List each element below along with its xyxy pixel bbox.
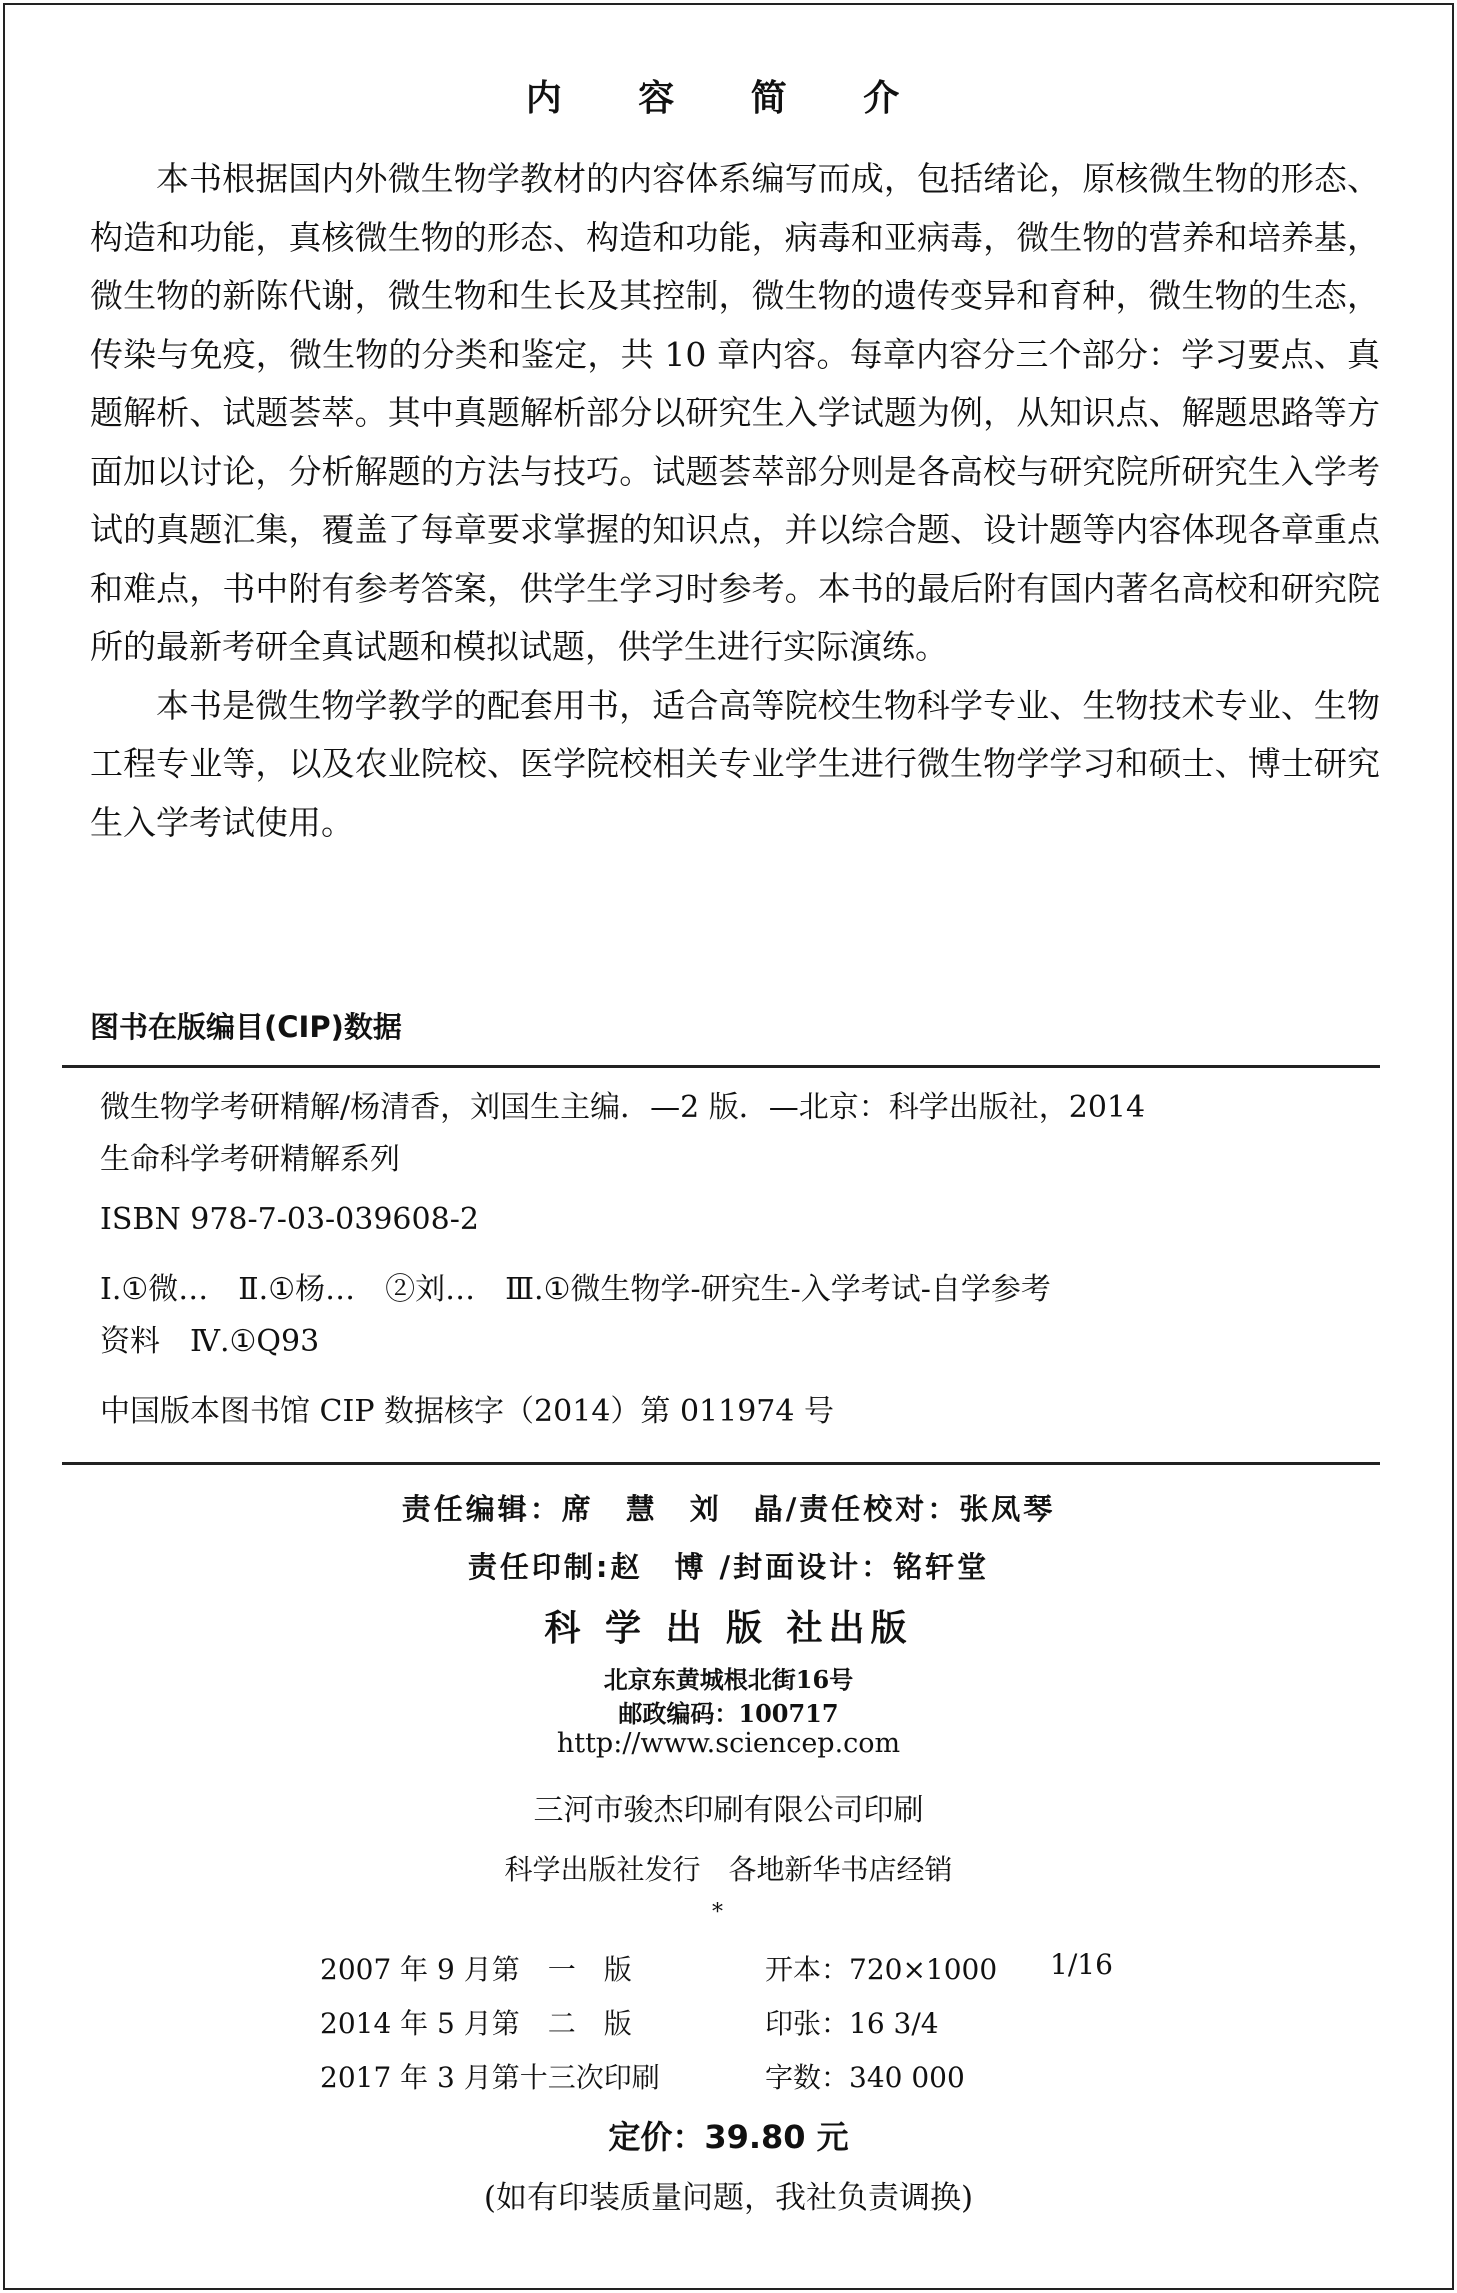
cip-classification-line-2: 资料 Ⅳ.①Q93 bbox=[100, 1324, 320, 1359]
production-credits: 责任印制:赵 博 /封面设计：铭轩堂 bbox=[467, 1550, 990, 1584]
distribution-line: 科学出版社发行 各地新华书店经销 bbox=[504, 1853, 953, 1886]
cip-bibliographic-line: 微生物学考研精解/杨清香，刘国生主编．—2 版．—北京：科学出版社，2014 bbox=[100, 1090, 1146, 1125]
price: 定价：39.80 元 bbox=[608, 2118, 849, 2156]
star-divider: * bbox=[712, 1900, 723, 1925]
edition-row bbox=[320, 2056, 1220, 2110]
edition-table bbox=[320, 1948, 1220, 2110]
edition-row bbox=[320, 1948, 1220, 2002]
publisher-name: 科 学 出 版 社出版 bbox=[544, 1607, 913, 1649]
intro-paragraph-2: 本书是微生物学教学的配套用书，适合高等院校生物科学专业、生物技术专业、生物工程专业等，以及农业院校、医学院校相关专业学生进行微生物学学习和硕士、博士研究生入学考试使用。 bbox=[90, 685, 1380, 842]
edition-date: 2017 年 3 月第十三次印刷 bbox=[320, 2061, 660, 2094]
edition-date: 2014 年 5 月第 二 版 bbox=[320, 2007, 632, 2040]
cip-heading: 图书在版编目(CIP)数据 bbox=[90, 1010, 402, 1044]
cip-series-line: 生命科学考研精解系列 bbox=[100, 1142, 400, 1177]
edition-date: 2007 年 9 月第 一 版 bbox=[320, 1953, 632, 1986]
edition-row bbox=[320, 2002, 1220, 2056]
cip-classification-line-1: Ⅰ.①微… Ⅱ.①杨… ②刘… Ⅲ.①微生物学-研究生-入学考试-自学参考 bbox=[100, 1272, 1051, 1307]
edition-spec: 字数：340 000 bbox=[765, 2061, 965, 2094]
cip-block bbox=[100, 1082, 1380, 1438]
edition-spec: 印张：16 3/4 bbox=[765, 2007, 939, 2040]
publisher-address: 北京东黄城根北街16号 bbox=[603, 1665, 854, 1694]
publisher-url: http://www.sciencep.com bbox=[556, 1728, 901, 1759]
edition-extra: 1/16 bbox=[1050, 1948, 1113, 1981]
cip-record-number: 中国版本图书馆 CIP 数据核字（2014）第 011974 号 bbox=[100, 1394, 835, 1429]
cip-bottom-rule bbox=[62, 1462, 1380, 1465]
publisher-postcode: 邮政编码：100717 bbox=[618, 1699, 839, 1728]
cip-isbn: ISBN 978-7-03-039608-2 bbox=[100, 1202, 479, 1237]
intro-section bbox=[90, 150, 1380, 852]
intro-title: 内 容 简 介 bbox=[525, 78, 932, 119]
intro-paragraph-1: 本书根据国内外微生物学教材的内容体系编写而成，包括绪论，原核微生物的形态、构造和功能，真核微生物的形态、构造和功能，病毒和亚病毒，微生物的营养和培养基，微生物的新陈代谢，微生物和生长及其控制，微生物的遗传变异和育种，微生物的生态，传染与免疫，微生物的分类和鉴定，共 10 章内容。每章内容分三个部分：学习要点、真题解析、试题荟萃。其中真题解析部分以研究生入学试题为例，从知识点、解题思路等方面加以讨论，分析解题的方法与技巧。试题荟萃部分则是各高校与研究院所研究生入学考试的真题汇集，覆盖了每章要求掌握的知识点，并以综合题、设计题等内容体现各章重点和难点，书中附有参考答案，供学生学习时参考。本书的最后附有国内著名高校和研究院所的最新考研全真试题和模拟试题，供学生进行实际演练。 bbox=[90, 159, 1380, 666]
editor-credits: 责任编辑：席 慧 刘 晶/责任校对：张凤琴 bbox=[401, 1492, 1056, 1526]
cip-top-rule bbox=[62, 1065, 1380, 1068]
printer-line: 三河市骏杰印刷有限公司印刷 bbox=[533, 1793, 924, 1828]
quality-note: (如有印装质量问题，我社负责调换) bbox=[483, 2180, 974, 2216]
edition-spec: 开本：720×1000 bbox=[765, 1953, 998, 1986]
